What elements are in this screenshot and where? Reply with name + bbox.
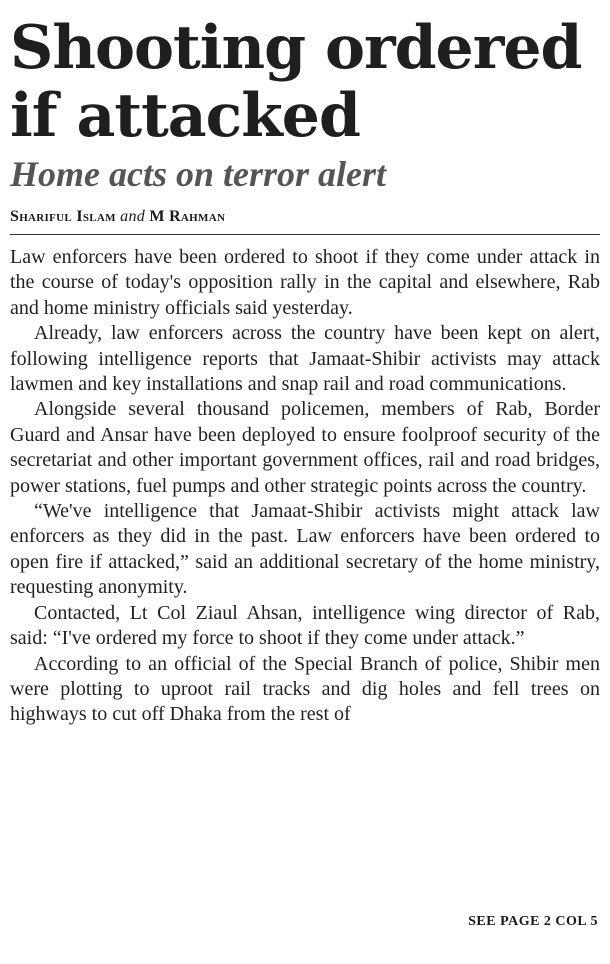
paragraph: According to an official of the Special Branch of police, Shibir men were plotting to uproot rail tracks and dig holes and fell trees on highways to cut off Dhaka from the rest of (10, 652, 600, 726)
byline-author-2: M Rahman (149, 208, 226, 225)
byline-author-1: Shariful Islam (10, 208, 116, 225)
paragraph: Already, law enforcers across the country have been kept on alert, following intelligence reports that Jamaat-Shibir activists may attack lawmen and key installations and snap rail and road communications. (10, 322, 600, 396)
paragraph: Contacted, Lt Col Ziaul Ahsan, intelligence wing director of Rab, said: “I've ordered my force to shoot if they come under attack.” (10, 601, 600, 650)
paragraph: Law enforcers have been ordered to shoot if they come under attack in the course of today's opposition rally in the capital and elsewhere, Rab and home ministry officials said yesterday. (10, 246, 600, 319)
continuation-jump: SEE PAGE 2 COL 5 (468, 914, 598, 929)
subheadline: Home acts on terror alert (10, 154, 386, 194)
byline-conjunction: and (120, 208, 146, 225)
byline (10, 208, 600, 235)
paragraph: “We've intelligence that Jamaat-Shibir activists might attack law enforcers as they did in the past. Law enforcers have been ordered to open fire if attacked,” said an additional secretary of the home ministry, requesting anonymity. (10, 500, 600, 599)
paragraph: Alongside several thousand policemen, members of Rab, Border Guard and Ansar have been deployed to ensure foolproof security of the secretariat and other important government offices, rail and road bridges, power stations, fuel pumps and other strategic points across the country. (10, 398, 600, 497)
headline: Shooting ordered if attacked (10, 13, 582, 151)
article-body (10, 245, 600, 728)
